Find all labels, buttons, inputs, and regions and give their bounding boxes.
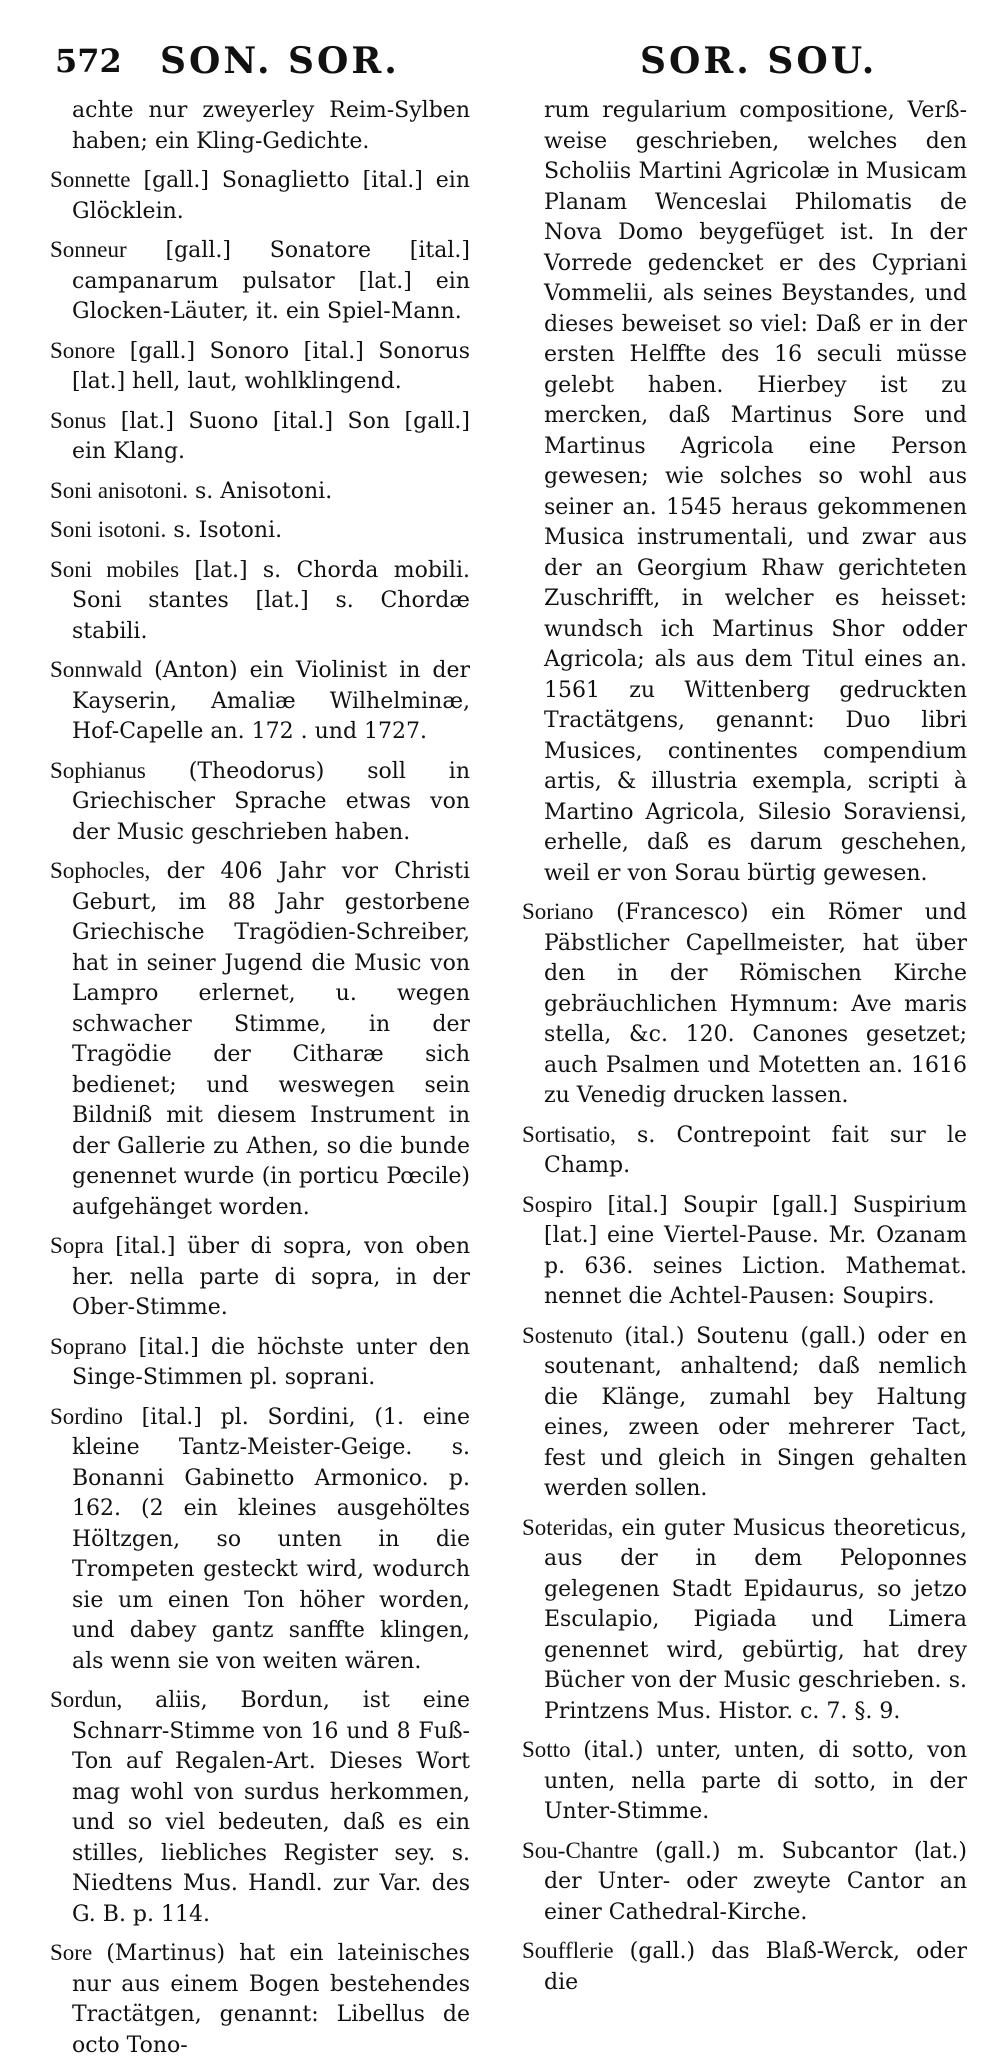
entry xyxy=(522,1735,967,1828)
entry xyxy=(50,856,470,1223)
entry-term: Sordun, xyxy=(50,1687,123,1712)
entry xyxy=(522,897,967,1112)
entry-term: Sonnette xyxy=(50,167,131,192)
entry xyxy=(50,1685,470,1930)
entry xyxy=(50,1402,470,1678)
entry-term: Sophianus xyxy=(50,757,146,783)
entry-text: achte nur zweyerley Reim-Sylben haben; ein Kling-Gedichte. xyxy=(72,98,470,154)
entry-term: Sordino xyxy=(50,1403,123,1429)
entry-term: Sortisatio, xyxy=(522,1121,616,1147)
page-number: 572 xyxy=(55,42,122,80)
entry-text: (ital.) unter, unten, di sotto, von unten, nella parte di sotto, in der Unter-Stimme. xyxy=(544,1738,967,1824)
entry-text: (Theodorus) soll in Griechischer Sprache etwas von der Music geschrieben haben. xyxy=(72,758,470,845)
entry-term: Soni anisotoni. xyxy=(50,477,189,503)
header-right-guideword: SOR. SOU. xyxy=(640,40,878,82)
entry-term: Sotto xyxy=(522,1737,571,1762)
left-column xyxy=(50,95,470,2069)
entry-term: Sonore xyxy=(50,337,116,363)
entry-text: ein guter Musicus theoreticus, aus der in dem Peloponnes gelegenen Stadt Epidaurus, so jetzo Esculapio, Pigiada und Limera genennet wird, gebürtig, hat drey Bücher von der Music geschrieben. s. Printzens Mus. Histor. c. 7. §. 9. xyxy=(544,1515,967,1724)
entry-term: Sostenuto xyxy=(522,1322,613,1348)
entry-text: (Anton) ein Violinist in der Kayserin, Amaliæ Wilhelminæ, Hof-Capelle an. 172 . und 1727. xyxy=(72,658,470,744)
entry-text: rum regularium compositione, Verß-weise geschrieben, welches den Scholiis Martini Agricolæ in Musicam Planam Wenceslai Philomatis de Nova Domo beygefüget ist. In der Vorrede gedencket er des Cypriani Vommelii, als seines Beystandes, und dieses beweiset so viel: Daß er in der ersten Helffte des 16 seculi müsse gelebt haben. Hierbey ist zu mercken, daß Martinus Sore und Martinus Agricola eine Person gewesen; wie solches so wohl aus seiner an. 1545 heraus gekommenen Musica instrumentali, und zwar aus der an Georgium Rhaw gerichteten Zuschrifft, in welcher es heisset: wundsch ich Martinus Shor odder Agricola; als aus dem Titul eines an. 1561 zu Wittenberg gedruckten Tractätgens, genannt: Duo libri Musices, continentes compendium artis, & illustria exempla, scripti à Martino Agricola, Silesio Soraviensi, erhelle, daß es darum geschehen, weil er von Sorau bürtig gewesen. xyxy=(544,98,967,886)
entry xyxy=(50,515,470,547)
entry-text: [gall.] Sonatore [ital.] campanarum pulsator [lat.] ein Glocken-Läuter, it. ein Spiel-Mann. xyxy=(72,238,470,324)
page-header xyxy=(0,40,1000,90)
entry-term: Soufflerie xyxy=(522,1938,614,1963)
entry-text: [ital.] Soupir [gall.] Suspirium [lat.] eine Viertel-Pause. Mr. Ozanam p. 636. seines Liction. Mathemat. nennet die Achtel-Pausen: Soupirs. xyxy=(544,1192,967,1309)
entry-text: der 406 Jahr vor Christi Geburt, im 88 Jahr gestorbene Griechische Tragödien-Schreiber, hat in seiner Jugend die Music von Lampro erlernet, u. wegen schwacher Stimme, in der Tragödie der Citharæ sich bedienet; und weswegen sein Bildniß mit diesem Instrument in der Gallerie zu Athen, so die bunde genennet wurde (in porticu Pœcile) aufgehänget worden. xyxy=(72,859,470,1220)
entry-term: Sopra xyxy=(50,1233,104,1258)
entry-text: [lat.] s. Chorda mobili. Soni stantes [lat.] s. Chordæ stabili. xyxy=(72,557,470,644)
entry-term: Sophocles, xyxy=(50,858,151,883)
entry-text: [ital.] über di sopra, von oben her. nella parte di sopra, in der Ober-Stimme. xyxy=(72,1234,470,1320)
entry-text: [gall.] Sonaglietto [ital.] ein Glöcklein. xyxy=(72,168,471,224)
entry xyxy=(50,655,470,748)
entry-term: Sonnwald xyxy=(50,657,142,682)
entry xyxy=(50,1231,470,1324)
header-left-guideword: SON. SOR. xyxy=(160,40,400,82)
entry-continuation xyxy=(50,95,470,157)
entry-text: [lat.] Suono [ital.] Son [gall.] ein Klang. xyxy=(72,408,470,464)
entry-text: [ital.] pl. Sordini, (1. eine kleine Tantz-Meister-Geige. s. Bonanni Gabinetto Armonico. p. 162. (2 ein kleines ausgehöltes Höltzgen, so unten in die Trompeten gesteckt wird, wodurch sie um einen Ton höher worden, und dabey gantz sanffte klingen, als wenn sie von weiten wären. xyxy=(72,1404,470,1674)
entry-term: Sou-Chantre xyxy=(522,1837,639,1863)
entry xyxy=(50,165,470,227)
entry-term: Sospiro xyxy=(522,1191,593,1217)
entry-term: Soprano xyxy=(50,1333,127,1359)
entry-text: [ital.] die höchste unter den Singe-Stimmen pl. soprani. xyxy=(72,1334,471,1390)
entry-continuation xyxy=(522,95,967,889)
right-column xyxy=(522,95,967,2006)
entry-term: Soni mobiles xyxy=(50,556,180,582)
entry xyxy=(522,1190,967,1313)
entry-term: Soteridas, xyxy=(522,1514,614,1540)
entry-text: (gall.) das Blaß-Werck, oder die xyxy=(544,1939,967,1995)
entry xyxy=(522,1836,967,1929)
entry xyxy=(50,476,470,508)
entry-text: (Martinus) hat ein lateinisches nur aus einem Bogen bestehendes Tractätgen, genannt: Libellus de octo Tono- xyxy=(72,1941,470,2058)
entry xyxy=(522,1120,967,1182)
entry-term: Soriano xyxy=(522,899,594,924)
entry xyxy=(50,1938,470,2061)
entry-text: s. Contrepoint fait sur le Champ. xyxy=(544,1122,967,1178)
entry xyxy=(50,336,470,398)
entry xyxy=(50,235,470,328)
entry xyxy=(522,1513,967,1728)
entry xyxy=(522,1321,967,1505)
entry xyxy=(50,406,470,468)
entry-term: Sonus xyxy=(50,407,107,433)
entry xyxy=(50,1332,470,1394)
entry-term: Sonneur xyxy=(50,237,127,262)
entry xyxy=(50,756,470,849)
entry-text: (gall.) m. Subcantor (lat.) der Unter- oder zweyte Cantor an einer Cathedral-Kirche. xyxy=(544,1838,968,1925)
entry-text: (Francesco) ein Römer und Päbstlicher Capellmeister, hat über den in der Römischen Kirche gebräuchlichen Hymnum: Ave maris stella, &c. 120. Canones gesetzet; auch Psalmen und Motetten an. 1616 zu Venedig drucken lassen. xyxy=(544,900,967,1108)
entry-text: aliis, Bordun, ist eine Schnarr-Stimme von 16 und 8 Fuß-Ton auf Regalen-Art. Dieses Wort mag wohl von surdus herkommen, und so viel bedeuten, daß es ein stilles, liebliches Register sey. s. Niedtens Mus. Handl. zur Var. des G. B. p. 114. xyxy=(72,1688,470,1927)
entry-term: Soni isotoni. xyxy=(50,517,167,542)
entry xyxy=(50,555,470,648)
entry xyxy=(522,1936,967,1998)
entry-text: s. Anisotoni. xyxy=(195,478,333,504)
entry-term: Sore xyxy=(50,1940,93,1965)
entry-text: s. Isotoni. xyxy=(173,518,283,543)
entry-text: [gall.] Sonoro [ital.] Sonorus [lat.] hell, laut, wohlklingend. xyxy=(72,338,471,394)
entry-text: (ital.) Soutenu (gall.) oder en soutenant, anhaltend; daß nemlich die Klänge, zumahl bey Haltung eines, zween oder mehrerer Tact, fest und gleich in Singen gehalten werden sollen. xyxy=(544,1323,968,1501)
